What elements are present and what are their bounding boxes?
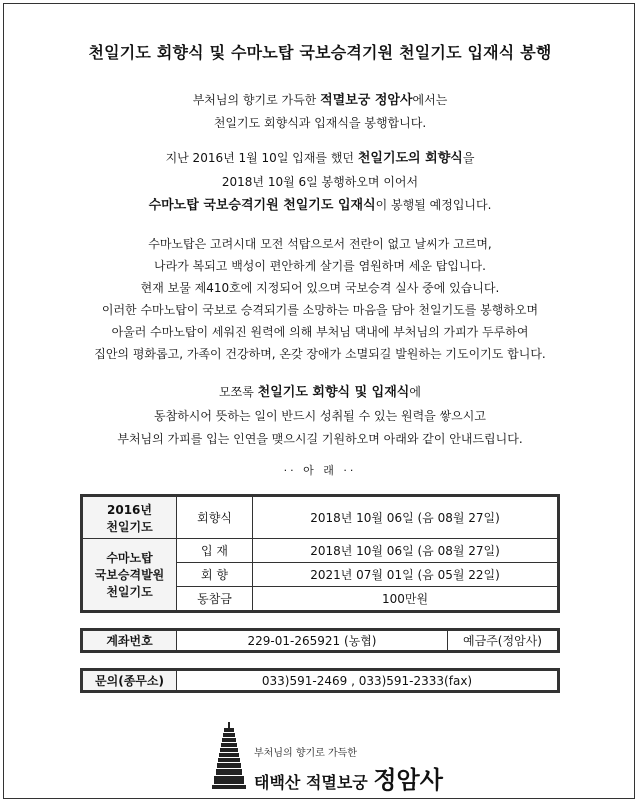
para2-line-3 [4, 197, 636, 214]
table-row [83, 497, 558, 539]
footer-name-emphasis: 정암사 [373, 766, 443, 794]
group1-name-line: 천일기도 [106, 519, 153, 534]
temple-logo [212, 722, 452, 792]
intro-line-2: 천일기도 회향식과 입재식을 봉행합니다. [213, 116, 427, 130]
page-title: 천일기도 회향식 및 수마노탑 국보승격기원 천일기도 입재식 봉행 [88, 43, 552, 62]
group2-label: 입 재 [177, 539, 253, 563]
group1-label: 회향식 [177, 497, 253, 539]
group2-label: 회 향 [177, 563, 253, 587]
para2-text: 지난 2016년 1월 10일 입재를 했던 [165, 151, 358, 165]
para4-text: 에 [409, 385, 421, 399]
account-label: 계좌번호 [83, 631, 177, 651]
para3-line: 아울러 수마노탑이 세워진 원력에 의해 부처님 댁내에 부처님의 가피가 두루하여 [111, 325, 529, 339]
para4-line-3: 부처님의 가피를 입는 인연을 맺으시길 기원하오며 아래와 같이 안내드립니다. [117, 432, 523, 446]
group1-value: 2018년 10월 06일 (음 08월 27일) [253, 497, 558, 539]
table-row [83, 631, 558, 651]
account-number: 229-01-265921 (농협) [177, 631, 448, 651]
para4-line-2: 동참하시어 뜻하는 일이 반드시 성취될 수 있는 원력을 쌓으시고 [154, 409, 486, 423]
group1-name [83, 497, 177, 539]
footer-name-part: 태백산 적멸보궁 [254, 773, 374, 792]
group2-value: 2021년 07월 01일 (음 05월 22일) [253, 563, 558, 587]
account-table [80, 628, 560, 653]
para3-line: 수마노탑은 고려시대 모전 석탑으로서 전란이 없고 날씨가 고르며, [148, 237, 492, 251]
below-label: ·· 아 래 ·· [283, 464, 357, 477]
account-holder: 예금주(정암사) [448, 631, 558, 651]
group2-name-line: 수마노탑 [106, 551, 153, 565]
pagoda-icon [212, 722, 246, 790]
para2-emphasis: 천일기도의 회향식 [357, 151, 463, 166]
schedule-table [80, 494, 560, 613]
para2-line-1 [4, 150, 636, 167]
group2-value: 2018년 10월 06일 (음 08월 27일) [253, 539, 558, 563]
group2-value: 100만원 [253, 587, 558, 611]
group1-name-line: 2016년 [107, 502, 152, 517]
contact-label: 문의(종무소) [83, 671, 177, 691]
group2-name [83, 539, 177, 611]
contact-table [80, 668, 560, 693]
para3-line: 나라가 복되고 백성이 편안하게 살기를 염원하며 세운 탑입니다. [154, 259, 486, 273]
intro-line-1 [4, 92, 636, 109]
footer-temple-name [254, 760, 443, 795]
para2-emphasis: 수마노탑 국보승격기원 천일기도 입재식 [148, 198, 376, 213]
para2-text: 을 [462, 151, 475, 165]
intro-text: 부처님의 향기로 가득한 [192, 93, 321, 107]
para4-emphasis: 천일기도 회향식 및 입재식 [257, 385, 410, 400]
footer-slogan: 부처님의 향기로 가득한 [254, 748, 357, 759]
para2-text: 이 봉행될 예정입니다. [375, 198, 492, 212]
contact-phones: 033)591-2469 , 033)591-2333(fax) [177, 671, 558, 691]
para3-line: 이러한 수마노탑이 국보로 승격되기를 소망하는 마음을 담아 천일기도를 봉행하오며 [101, 303, 539, 317]
table-row [83, 671, 558, 691]
para4-line-1 [4, 384, 636, 401]
intro-text: 에서는 [412, 93, 448, 107]
temple-name-emphasis: 적멸보궁 정암사 [320, 93, 413, 108]
group2-label: 동참금 [177, 587, 253, 611]
para4-text: 모쪼록 [219, 385, 258, 399]
para2-line-2: 2018년 10월 6일 봉행하오며 이어서 [221, 175, 419, 189]
group2-name-line: 국보승격발원 [94, 568, 165, 582]
document-page [3, 3, 635, 799]
group2-name-line: 천일기도 [106, 585, 153, 599]
para3-line: 현재 보물 제410호에 지정되어 있으며 국보승격 실사 중에 있습니다. [140, 281, 500, 295]
table-row [83, 539, 558, 563]
para3-line: 집안의 평화롭고, 가족이 건강하며, 온갖 장애가 소멸되길 발원하는 기도이기도 합니다. [94, 347, 546, 361]
